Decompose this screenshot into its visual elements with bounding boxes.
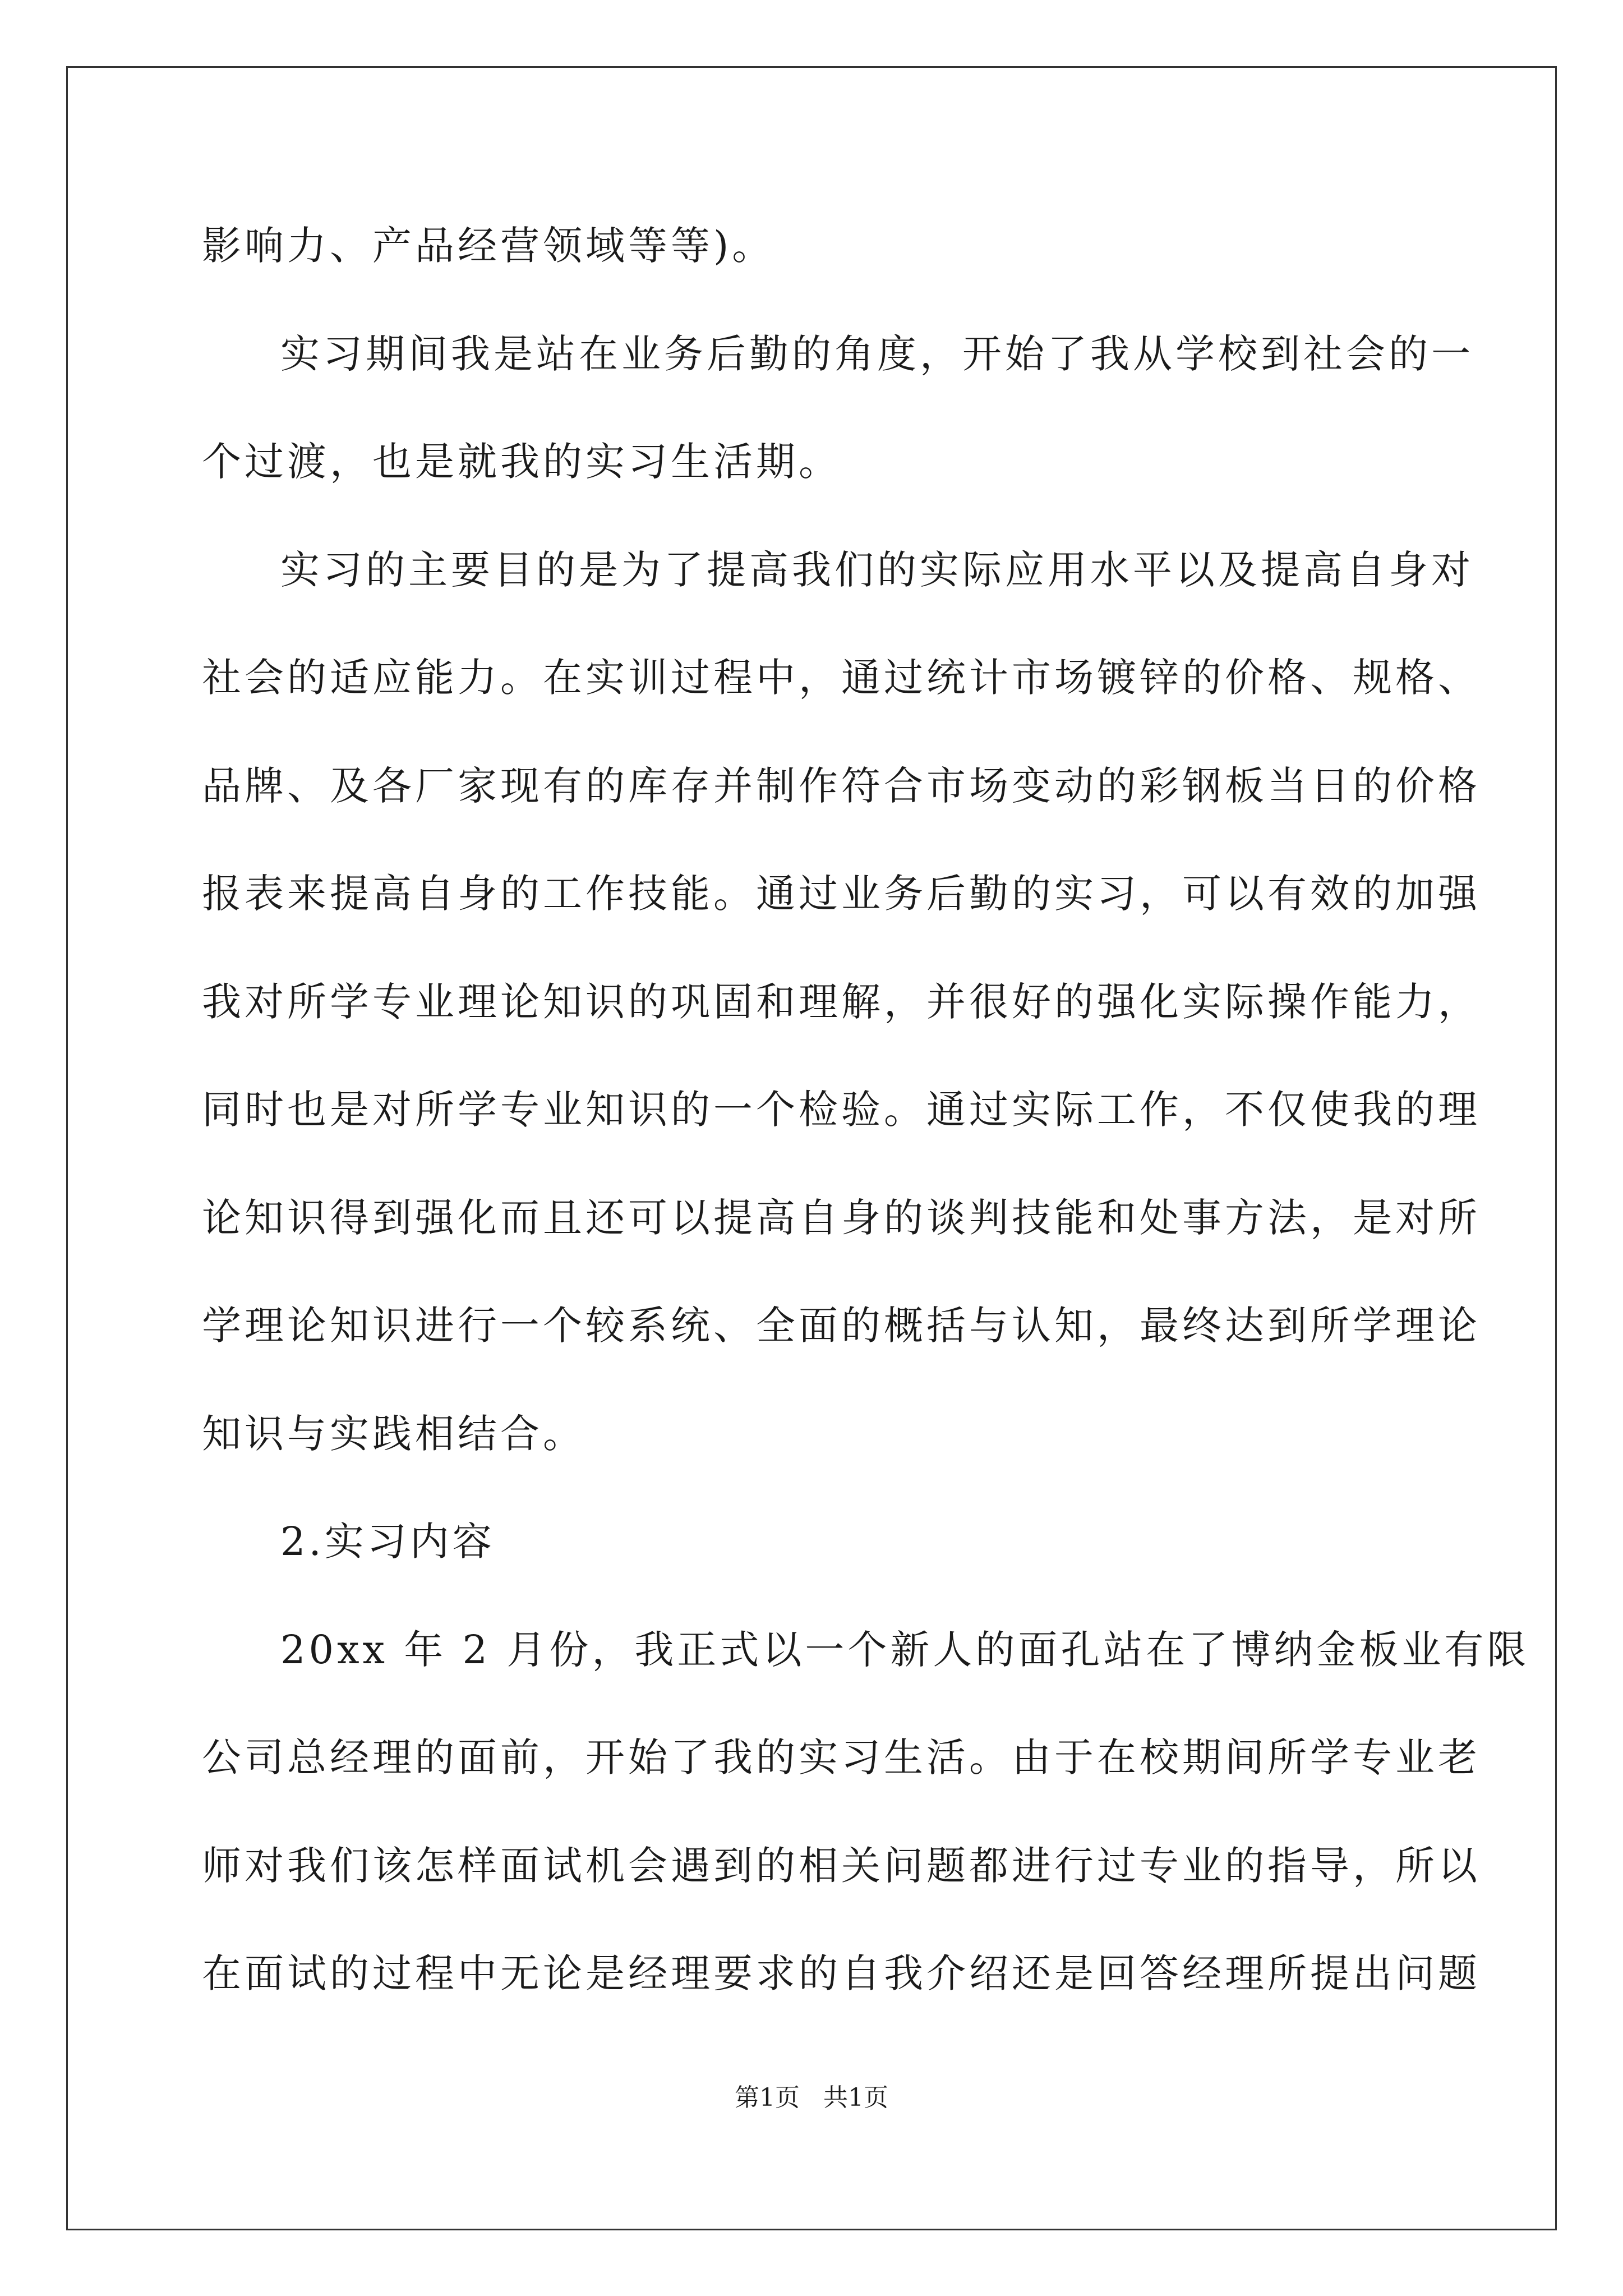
section-heading: 2.实习内容	[280, 1519, 495, 1565]
text-line-15: 公司总经理的面前，开始了我的实习生活。由于在校期间所学专业老	[202, 1734, 1481, 1780]
page-number: 第1页	[735, 2083, 800, 2112]
text-line-1: 影响力、产品经营领域等等)。	[202, 223, 775, 269]
text-line-9: 同时也是对所学专业知识的一个检验。通过实际工作，不仅使我的理	[202, 1087, 1481, 1133]
page-border	[66, 66, 1557, 2230]
page-total: 共1页	[823, 2083, 888, 2112]
text-line-4: 实习的主要目的是为了提高我们的实际应用水平以及提高自身对	[280, 547, 1474, 593]
text-line-5: 社会的适应能力。在实训过程中，通过统计市场镀锌的价格、规格、	[202, 655, 1481, 701]
text-line-10: 论知识得到强化而且还可以提高自身的谈判技能和处事方法，是对所	[202, 1195, 1481, 1241]
page-footer	[0, 2082, 1623, 2114]
text-line-6: 品牌、及各厂家现有的库存并制作符合市场变动的彩钢板当日的价格	[202, 763, 1481, 809]
text-line-16: 师对我们该怎样面试机会遇到的相关问题都进行过专业的指导，所以	[202, 1843, 1481, 1889]
text-line-12: 知识与实践相结合。	[202, 1411, 585, 1457]
text-line-3: 个过渡，也是就我的实习生活期。	[202, 439, 841, 485]
text-line-14: 20xx 年 2 月份，我正式以一个新人的面孔站在了博纳金板业有限	[280, 1627, 1530, 1673]
text-line-2: 实习期间我是站在业务后勤的角度，开始了我从学校到社会的一	[280, 331, 1474, 377]
text-line-8: 我对所学专业理论知识的巩固和理解，并很好的强化实际操作能力，	[202, 979, 1481, 1025]
text-line-11: 学理论知识进行一个较系统、全面的概括与认知，最终达到所学理论	[202, 1303, 1481, 1349]
text-line-7: 报表来提高自身的工作技能。通过业务后勤的实习，可以有效的加强	[202, 871, 1481, 917]
text-line-17: 在面试的过程中无论是经理要求的自我介绍还是回答经理所提出问题	[202, 1950, 1481, 1996]
